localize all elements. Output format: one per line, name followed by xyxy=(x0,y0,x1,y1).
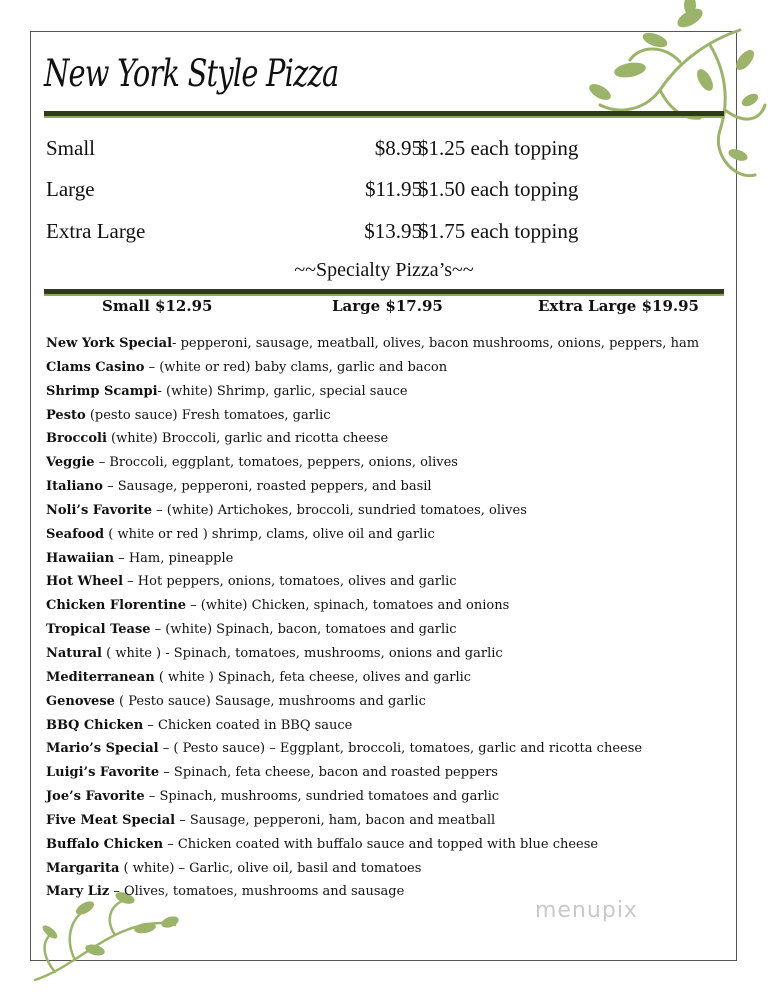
list-item xyxy=(46,764,699,788)
pizza-description: – (white or red) baby clams, garlic and bacon xyxy=(144,359,448,375)
pizza-name: Buffalo Chicken xyxy=(46,836,164,852)
topping-price: $1.25 each topping xyxy=(418,136,579,160)
specialty-price-large: Large $17.95 xyxy=(332,297,443,315)
list-item xyxy=(46,860,699,884)
list-item xyxy=(46,645,699,669)
pizza-description: ( white ) Spinach, feta cheese, olives and garlic xyxy=(154,669,472,685)
pizza-name: Hot Wheel xyxy=(46,574,124,590)
pizza-description: – Sausage, pepperoni, roasted peppers, and basil xyxy=(102,479,432,495)
page-title: New York Style Pizza xyxy=(44,52,339,95)
list-item xyxy=(46,407,699,431)
size-price-row xyxy=(46,177,646,207)
specialty-divider xyxy=(44,289,724,296)
pizza-name: Natural xyxy=(46,645,102,661)
pizza-description: (pesto sauce) Fresh tomatoes, garlic xyxy=(85,407,331,423)
size-label: Extra Large xyxy=(46,219,146,243)
size-label: Small xyxy=(46,136,96,160)
list-item xyxy=(46,335,699,359)
topping-price: $1.50 each topping xyxy=(418,177,579,201)
size-price: $11.95 xyxy=(365,177,422,201)
pizza-name: Mary Liz xyxy=(46,884,110,900)
size-label: Large xyxy=(46,177,95,201)
pizza-name: Mediterranean xyxy=(46,669,155,685)
list-item xyxy=(46,836,699,860)
list-item xyxy=(46,430,699,454)
pizza-description: ( white ) - Spinach, tomatoes, mushrooms, onions and garlic xyxy=(101,645,503,661)
pizza-name: Broccoli xyxy=(46,431,107,447)
pizza-description: – Chicken coated in BBQ sauce xyxy=(143,717,353,733)
title-divider xyxy=(44,111,724,118)
pizza-name: Noli’s Favorite xyxy=(46,502,153,518)
pizza-name: Veggie xyxy=(46,455,95,471)
pizza-name: Tropical Tease xyxy=(46,622,151,638)
topping-price: $1.75 each topping xyxy=(418,219,579,243)
pizza-name: BBQ Chicken xyxy=(46,717,144,733)
specialty-price-extra-large: Extra Large $19.95 xyxy=(538,297,699,315)
pizza-description: ( white or red ) shrimp, clams, olive oil and garlic xyxy=(104,526,435,542)
pizza-name: Genovese xyxy=(46,693,115,709)
pizza-description: – (white) Chicken, spinach, tomatoes and onions xyxy=(186,598,510,614)
pizza-description: – Hot peppers, onions, tomatoes, olives and garlic xyxy=(123,574,457,590)
pizza-name: New York Special xyxy=(46,336,173,351)
size-price-row xyxy=(46,219,646,249)
list-item xyxy=(46,550,699,574)
pizza-name: Shrimp Scampi xyxy=(46,383,158,399)
pizza-description: – Spinach, feta cheese, bacon and roasted peppers xyxy=(159,765,498,781)
list-item xyxy=(46,526,699,550)
pizza-description: – ( Pesto sauce) – Eggplant, broccoli, tomatoes, garlic and ricotta cheese xyxy=(158,741,643,757)
list-item xyxy=(46,621,699,645)
list-item xyxy=(46,597,699,621)
pizza-description: – Spinach, mushrooms, sundried tomatoes and garlic xyxy=(144,789,500,805)
pizza-name: Five Meat Special xyxy=(46,812,176,828)
pizza-description: ( Pesto sauce) Sausage, mushrooms and garlic xyxy=(114,693,426,709)
pizza-name: Clams Casino xyxy=(46,359,145,375)
size-price-row xyxy=(46,136,646,166)
pizza-name: Chicken Florentine xyxy=(46,598,186,614)
pizza-name: Mario’s Special xyxy=(46,741,159,757)
pizza-name: Joe’s Favorite xyxy=(46,789,145,805)
specialty-price-small: Small $12.95 xyxy=(102,297,213,315)
specialty-heading: ~~Specialty Pizza’s~~ xyxy=(294,259,474,281)
list-item xyxy=(46,454,699,478)
list-item xyxy=(46,788,699,812)
pizza-description: – Broccoli, eggplant, tomatoes, peppers, onions, olives xyxy=(94,455,458,471)
list-item xyxy=(46,502,699,526)
pizza-description: – Olives, tomatoes, mushrooms and sausage xyxy=(109,884,405,900)
pizza-description: – Sausage, pepperoni, ham, bacon and meatball xyxy=(175,812,496,828)
pizza-description: - (white) Shrimp, garlic, special sauce xyxy=(157,383,408,399)
pizza-name: Hawaiian xyxy=(46,550,115,566)
list-item xyxy=(46,812,699,836)
pizza-description: – (white) Artichokes, broccoli, sundried tomatoes, olives xyxy=(152,502,527,518)
pizza-name: Italiano xyxy=(46,479,103,495)
list-item xyxy=(46,740,699,764)
list-item xyxy=(46,669,699,693)
pizza-description: (white) Broccoli, garlic and ricotta cheese xyxy=(106,431,389,447)
menupix-watermark: menupix xyxy=(535,898,638,923)
specialty-pizza-list xyxy=(46,335,699,907)
pizza-name: Margarita xyxy=(46,860,120,876)
pizza-description: – Ham, pineapple xyxy=(114,550,234,566)
vine-decoration-icon xyxy=(560,0,768,200)
list-item xyxy=(46,693,699,717)
size-price: $13.95 xyxy=(364,219,422,243)
list-item xyxy=(46,359,699,383)
list-item xyxy=(46,573,699,597)
list-item xyxy=(46,478,699,502)
pizza-description: – (white) Spinach, bacon, tomatoes and garlic xyxy=(150,622,457,638)
pizza-name: Luigi’s Favorite xyxy=(46,765,160,781)
pizza-description: - pepperoni, sausage, meatball, olives, bacon mushrooms, onions, peppers, ham xyxy=(172,336,700,351)
list-item xyxy=(46,383,699,407)
list-item xyxy=(46,717,699,741)
pizza-description: – Chicken coated with buffalo sauce and topped with blue cheese xyxy=(163,836,599,852)
pizza-name: Pesto xyxy=(46,407,86,423)
size-price: $8.95 xyxy=(374,136,422,160)
pizza-description: ( white) – Garlic, olive oil, basil and tomatoes xyxy=(119,860,422,876)
pizza-name: Seafood xyxy=(46,526,105,542)
